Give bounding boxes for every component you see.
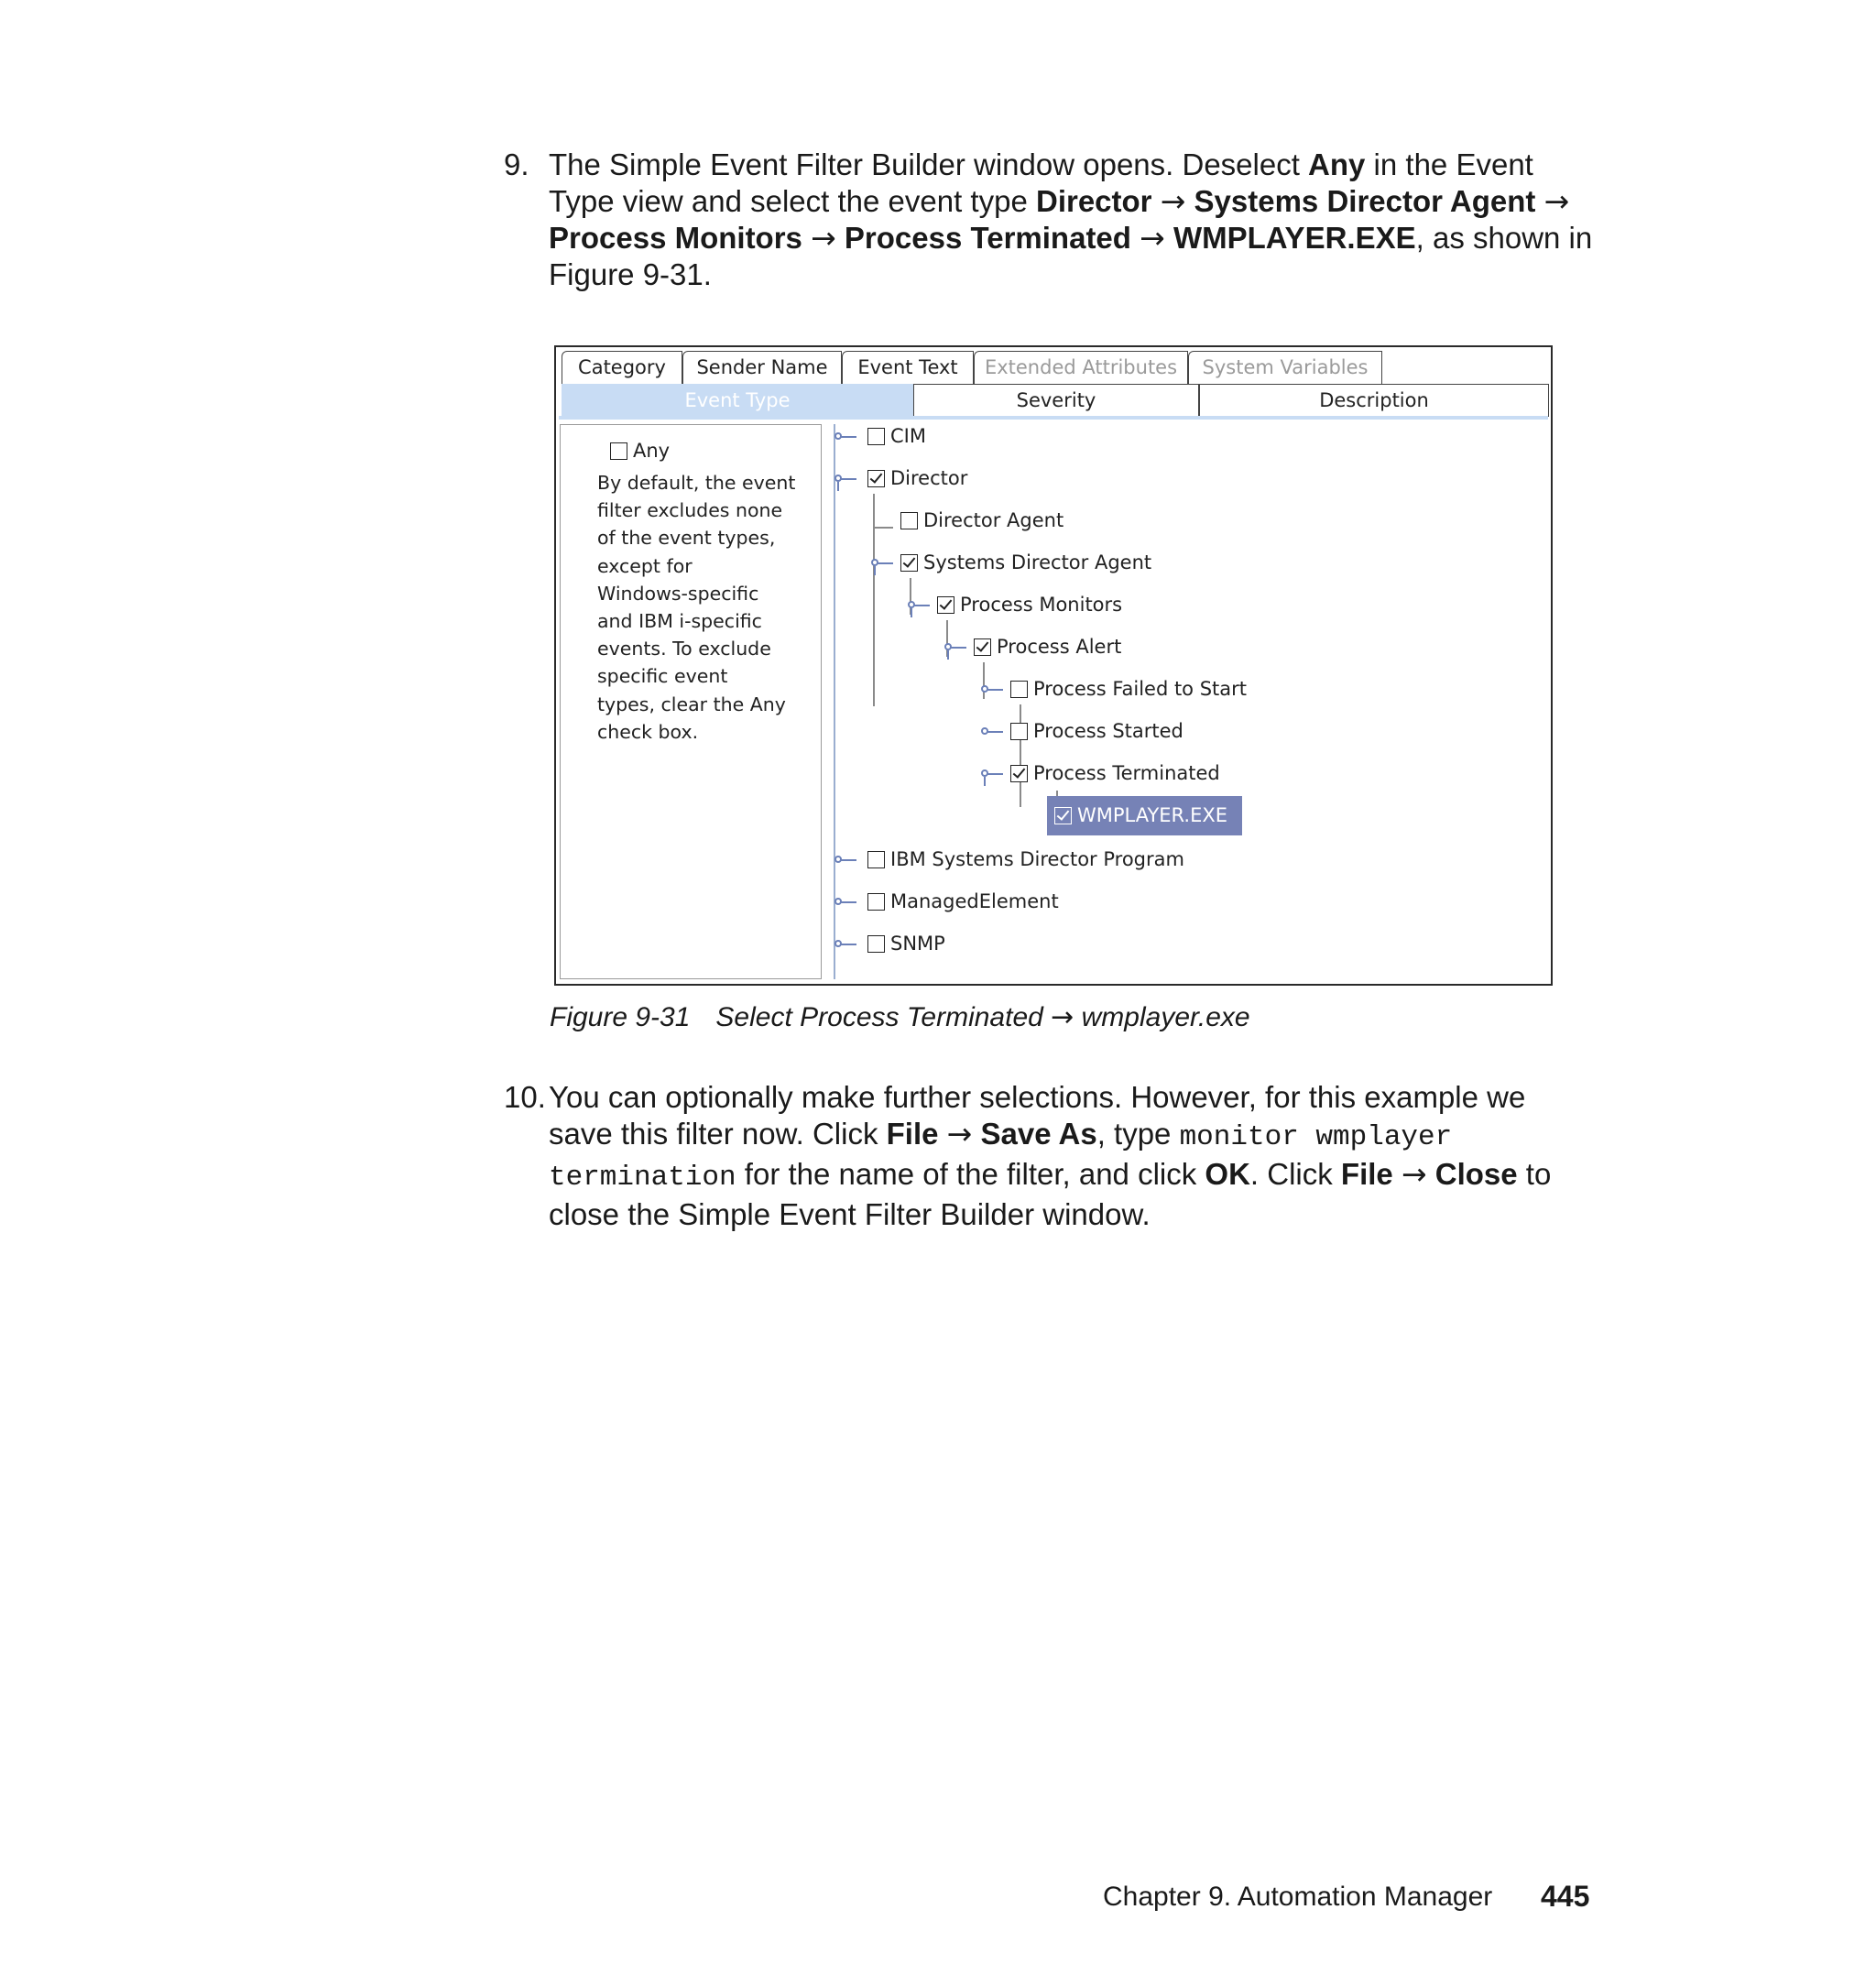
any-checkbox[interactable]	[610, 442, 627, 460]
bold-save-as: Save As	[980, 1117, 1097, 1151]
tree-line	[874, 566, 876, 575]
panel-splitter[interactable]	[834, 424, 835, 979]
expand-handle-icon[interactable]	[981, 685, 988, 693]
text-run: , as shown in Figure 9-31.	[549, 221, 1593, 291]
text-run: for the name of the filter, and click	[736, 1157, 1205, 1191]
tree-node-ibm-systems-director-program[interactable]	[836, 846, 1184, 873]
step-10	[504, 1079, 1594, 1233]
node-label: Process Alert	[997, 636, 1122, 658]
node-label: Systems Director Agent	[923, 551, 1152, 573]
tree-node-process-alert[interactable]	[946, 633, 1121, 660]
tab-event-text[interactable]: Event Text	[842, 351, 974, 384]
bold-process-monitors: Process Monitors	[549, 221, 802, 255]
expand-handle-icon[interactable]	[871, 559, 878, 566]
checkbox-checked[interactable]	[937, 596, 954, 614]
step-text	[549, 1079, 1594, 1233]
expand-handle-icon[interactable]	[944, 643, 952, 650]
caption-text: wmplayer.exe	[1074, 1002, 1250, 1032]
selection-highlight[interactable]	[1047, 796, 1242, 835]
checkbox[interactable]	[900, 512, 918, 529]
step-number: 10.	[504, 1080, 546, 1114]
node-label: Director Agent	[923, 509, 1064, 531]
tree-node-managed-element[interactable]	[836, 888, 1059, 915]
expand-handle-icon[interactable]	[834, 432, 842, 440]
checkbox-checked[interactable]	[974, 638, 991, 656]
node-label: IBM Systems Director Program	[890, 848, 1184, 870]
bold-file: File	[886, 1117, 939, 1151]
checkbox[interactable]	[867, 428, 885, 445]
footer-chapter: Chapter 9. Automation Manager	[1103, 1882, 1493, 1912]
node-label: Process Failed to Start	[1033, 678, 1248, 700]
text-run: in the Event Type view and select the event type	[549, 147, 1533, 218]
tree-node-process-terminated[interactable]	[983, 759, 1220, 787]
expand-handle-icon[interactable]	[834, 475, 842, 482]
tree-node-director-agent[interactable]	[873, 507, 1063, 534]
arrow-glyph: →	[946, 1116, 973, 1151]
checkbox-checked[interactable]	[867, 470, 885, 487]
checkbox[interactable]	[867, 893, 885, 911]
tree-line	[911, 608, 912, 617]
arrow-glyph: →	[1051, 1001, 1074, 1033]
code-filter-name: monitor wmplayer termination	[549, 1121, 1453, 1194]
tree-node-snmp[interactable]	[836, 930, 945, 957]
text-run: , type	[1096, 1117, 1180, 1151]
step-number: 9.	[504, 147, 529, 181]
node-label: Process Started	[1033, 720, 1183, 742]
bold-close: Close	[1434, 1157, 1518, 1191]
text-run: You can optionally make further selections. However, for this example we save this filter now. Click	[549, 1080, 1526, 1151]
step-text	[549, 147, 1594, 293]
tree-node-process-monitors[interactable]	[910, 591, 1122, 618]
checkbox-checked[interactable]	[900, 554, 918, 572]
figure-caption	[550, 1001, 1250, 1033]
checkbox[interactable]	[1010, 723, 1028, 740]
checkbox[interactable]	[867, 851, 885, 868]
tree-node-director[interactable]	[836, 464, 967, 492]
step-9	[504, 147, 1594, 293]
expand-handle-icon[interactable]	[834, 940, 842, 947]
arrow-glyph: →	[1140, 220, 1165, 256]
checkbox-checked[interactable]	[1054, 807, 1072, 824]
tab-underline	[559, 416, 1548, 420]
expand-handle-icon[interactable]	[834, 898, 842, 905]
tree-line	[984, 777, 986, 786]
node-label: WMPLAYER.EXE	[1077, 804, 1228, 826]
node-label: ManagedElement	[890, 890, 1059, 912]
tree-node-cim[interactable]	[836, 422, 926, 450]
any-panel	[560, 424, 822, 979]
expand-handle-icon[interactable]	[981, 727, 988, 735]
arrow-glyph: →	[811, 220, 836, 256]
bold-director: Director	[1035, 184, 1152, 218]
bold-ok: OK	[1205, 1157, 1250, 1191]
tab-description[interactable]: Description	[1199, 384, 1549, 417]
text-run: . Click	[1249, 1157, 1341, 1191]
tab-sender-name[interactable]: Sender Name	[682, 351, 842, 384]
arrow-glyph: →	[1160, 183, 1186, 219]
caption-text: Select Process Terminated	[715, 1002, 1052, 1032]
tree-node-wmplayer-selected[interactable]	[1047, 796, 1242, 835]
node-label: Process Terminated	[1033, 762, 1220, 784]
bold-file: File	[1340, 1157, 1393, 1191]
expand-handle-icon[interactable]	[981, 769, 988, 777]
arrow-glyph: →	[1543, 183, 1570, 219]
tab-extended-attributes[interactable]: Extended Attributes	[974, 351, 1188, 384]
checkbox[interactable]	[867, 935, 885, 953]
event-filter-screenshot	[554, 345, 1553, 986]
arrow-glyph: →	[1401, 1156, 1427, 1192]
node-label: CIM	[890, 425, 926, 447]
checkbox-checked[interactable]	[1010, 765, 1028, 782]
any-label: Any	[633, 440, 671, 462]
any-description: By default, the event filter excludes none of the event types, except for Windows-specific and IBM i-specific events. To exclude specific event types, clear the Any check box.	[597, 472, 796, 743]
any-checkbox-row[interactable]	[610, 438, 670, 464]
node-label: Director	[890, 467, 968, 489]
text-run: to close the Simple Event Filter Builder window.	[549, 1157, 1552, 1231]
expand-handle-icon[interactable]	[908, 601, 915, 608]
node-label: SNMP	[890, 933, 945, 955]
tree-node-systems-director-agent[interactable]	[873, 549, 1151, 576]
tree-node-process-failed-to-start[interactable]	[983, 675, 1247, 703]
tree-node-process-started[interactable]	[983, 717, 1183, 745]
bold-process-terminated: Process Terminated	[844, 221, 1131, 255]
tree-line	[837, 482, 839, 491]
tab-event-type[interactable]: Event Type	[562, 384, 913, 417]
bold-any: Any	[1308, 147, 1366, 181]
checkbox[interactable]	[1010, 681, 1028, 698]
caption-label: Figure 9-31	[550, 1002, 691, 1032]
node-label: Process Monitors	[960, 594, 1123, 616]
tab-category[interactable]: Category	[562, 351, 682, 384]
bold-wmplayer: WMPLAYER.EXE	[1172, 221, 1416, 255]
tab-system-variables[interactable]: System Variables	[1188, 351, 1382, 384]
tree-line	[947, 650, 949, 660]
text-run: The Simple Event Filter Builder window opens. Deselect	[549, 147, 1309, 181]
expand-handle-icon[interactable]	[834, 856, 842, 863]
page-number: 445	[1541, 1880, 1590, 1913]
tab-severity[interactable]: Severity	[913, 384, 1199, 417]
bold-systems-director-agent: Systems Director Agent	[1194, 184, 1536, 218]
